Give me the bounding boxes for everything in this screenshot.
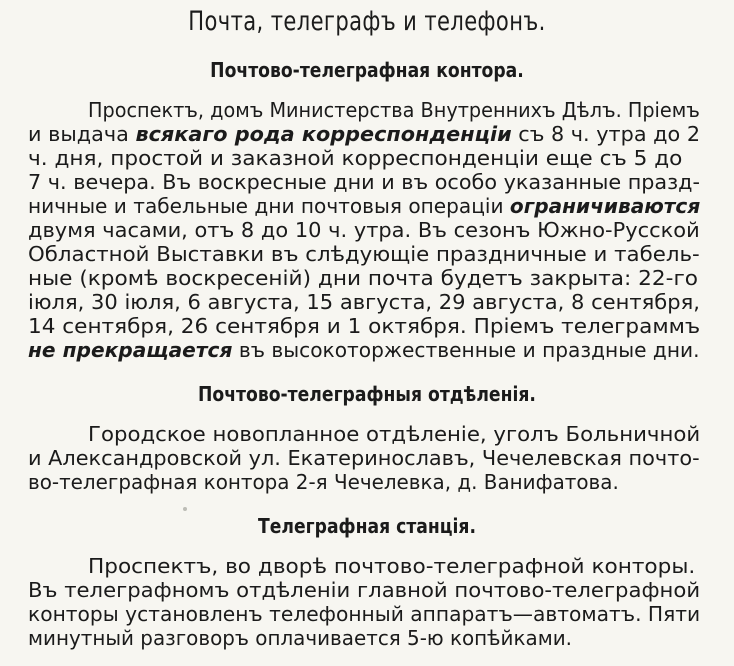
emphasized-text: ограничиваются — [509, 194, 701, 218]
text-run: съ 8 ч. утра до 2 — [511, 122, 701, 146]
line-text — [28, 470, 619, 494]
line-text — [28, 122, 700, 146]
paragraph-line — [28, 194, 700, 218]
text-run: Проспектъ, во дворѣ почтово-телеграфной конторы. — [88, 554, 696, 578]
paragraph-line — [88, 554, 700, 578]
line-text — [28, 194, 700, 218]
paragraph-line — [28, 266, 700, 290]
line-text — [28, 242, 700, 266]
line-text — [28, 266, 698, 290]
text-run: конторы установленъ телефонный аппаратъ—автоматъ. Пяти — [28, 602, 701, 626]
text-run: 14 сентября, 26 сентября и 1 октября. Пріемъ телеграммъ — [28, 314, 701, 338]
section-heading-post-office: Почтово-телеграфная контора. — [210, 58, 524, 82]
line-text — [88, 554, 695, 578]
paragraph-line — [28, 122, 700, 146]
text-run: Городское новопланное отдѣленіе, уголъ Больничной — [88, 422, 701, 446]
line-text — [28, 170, 700, 194]
paragraph-line — [28, 446, 700, 470]
line-text — [88, 422, 700, 446]
paragraph-line — [28, 338, 700, 362]
text-run: Областной Выставки въ слѣдующіе праздничные и табель- — [28, 242, 700, 266]
line-text — [28, 602, 700, 626]
line-text — [28, 218, 700, 242]
text-run: въ высокоторжественные и праздные дни. — [232, 338, 700, 362]
line-text — [28, 290, 700, 314]
emphasized-text: всякаго рода корреспонденціи — [135, 122, 512, 146]
text-run: Проспектъ, домъ Министерства Внутреннихъ Дѣлъ. Пріемъ — [88, 98, 700, 122]
section-heading-branch-offices: Почтово-телеграфныя отдѣленія. — [198, 382, 536, 406]
paragraph-line — [88, 422, 700, 446]
line-text — [28, 314, 700, 338]
paragraph-line — [28, 602, 700, 626]
print-speck — [183, 507, 187, 511]
line-text — [28, 338, 700, 362]
text-run: ч. дня, простой и заказной корреспонденціи еще съ 5 до — [28, 146, 683, 170]
text-run: двумя часами, отъ 8 до 10 ч. утра. Въ сезонъ Южно-Русской — [28, 218, 700, 242]
text-run: іюля, 30 іюля, 6 августа, 15 августа, 29 августа, 8 сентября, — [28, 290, 700, 314]
line-text — [28, 146, 682, 170]
page-title: Почта, телеграфъ и телефонъ. — [188, 6, 546, 37]
line-text — [28, 446, 700, 470]
paragraph-line — [28, 290, 700, 314]
text-run: во-телеграфная контора 2-я Чечелевка, д. Ванифатова. — [28, 470, 619, 494]
paragraph-line — [28, 314, 700, 338]
paragraph-line — [28, 578, 700, 602]
text-run: и выдача — [28, 122, 136, 146]
section-heading-telegraph-station: Телеграфная станція. — [257, 514, 477, 538]
text-run: ничные и табельные дни почтовыя операціи — [28, 194, 510, 218]
paragraph-line — [88, 98, 700, 122]
text-run: ные (кромѣ воскресеній) дни почта будетъ закрыта: 22-го — [28, 266, 699, 290]
paragraph-line — [28, 470, 700, 494]
text-run: и Александровской ул. Екатеринославъ, Чечелевская почто- — [28, 446, 700, 470]
text-run: 7 ч. вечера. Въ воскресные дни и въ особо указанные празд- — [28, 170, 700, 194]
line-text — [28, 578, 700, 602]
paragraph-line — [28, 242, 700, 266]
line-text — [28, 626, 572, 650]
paragraph-line — [28, 146, 700, 170]
text-run: Въ телеграфномъ отдѣленіи главной почтово-телеграфной — [28, 578, 701, 602]
emphasized-text: не прекращается — [28, 338, 233, 362]
paragraph-line — [28, 626, 700, 650]
text-run: минутный разговоръ оплачивается 5-ю копѣйками. — [28, 626, 572, 650]
paragraph-line — [28, 218, 700, 242]
line-text — [88, 98, 700, 122]
paragraph-line — [28, 170, 700, 194]
